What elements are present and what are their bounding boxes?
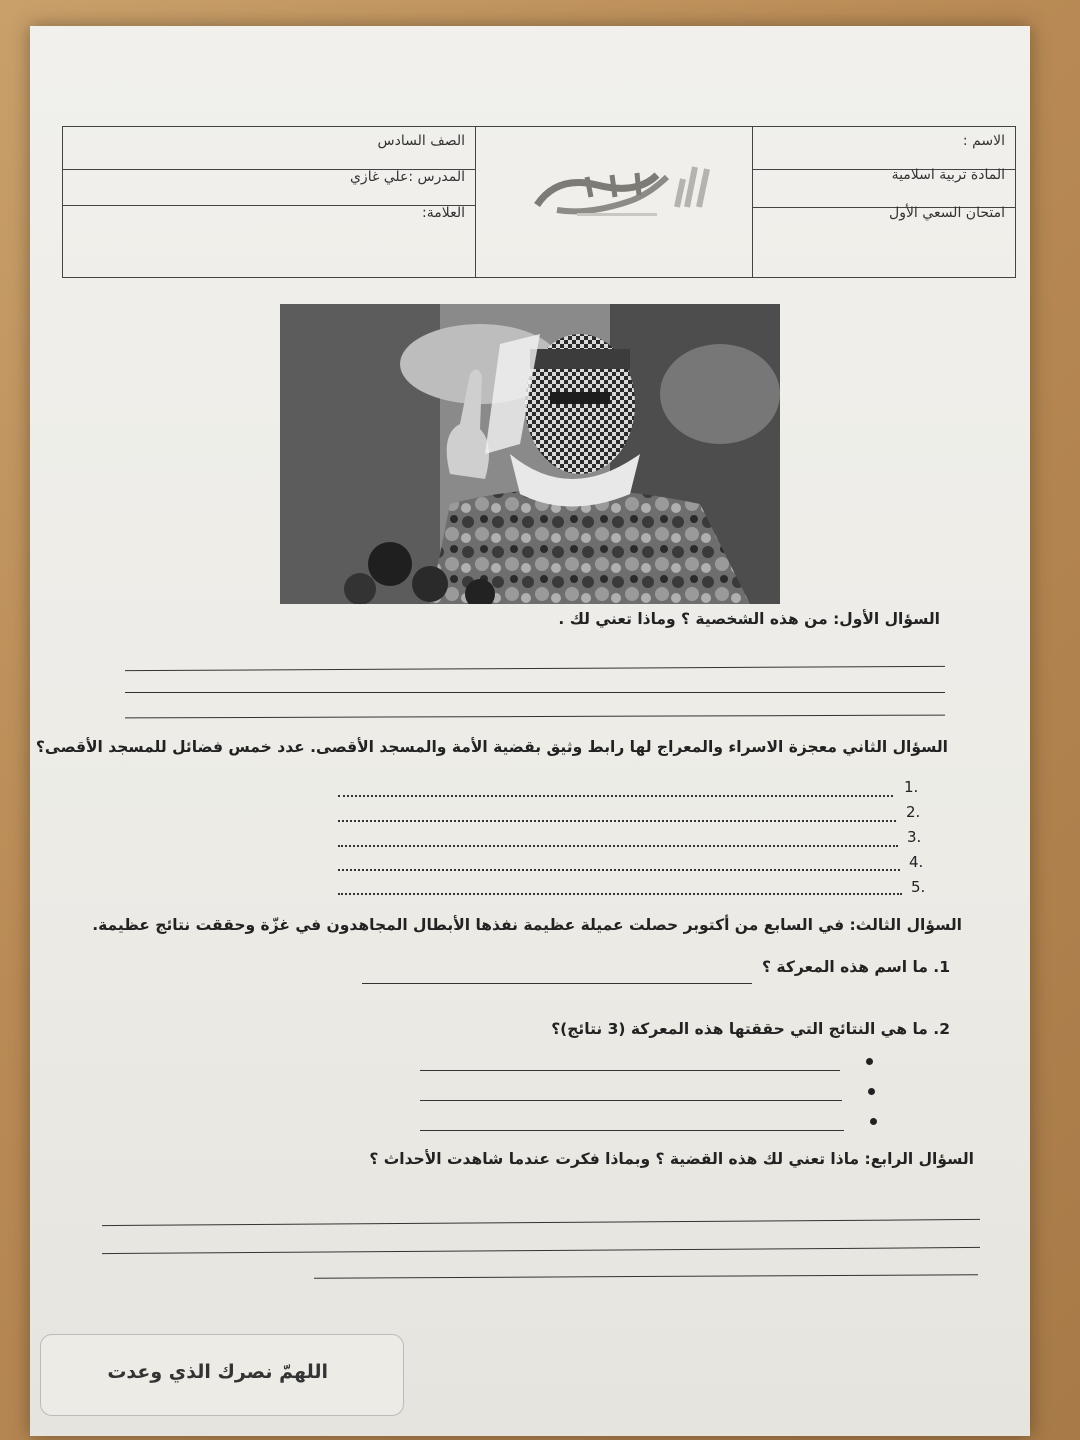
list-number: 5. <box>911 878 926 896</box>
footer-box <box>40 1334 404 1416</box>
teacher-label: المدرس :علي غازي <box>63 163 475 206</box>
question-2: السؤال الثاني معجزة الاسراء والمعراج لها رابط وثيق بقضية الأمة والمسجد الأقصى. عدد خمس فضائل للمسجد الأقصى؟ <box>35 738 948 756</box>
dotted-answer-line <box>338 893 902 895</box>
list-number: 1. <box>904 778 919 796</box>
bullet-icon <box>866 1058 873 1065</box>
header-logo-cell <box>477 127 753 277</box>
question-4: السؤال الرابع: ماذا تعني لك هذه القضية ؟ وبماذا فكرت عندما شاهدت الأحداث ؟ <box>369 1150 974 1168</box>
exam-title: امتحان السعي الأول <box>889 205 1005 221</box>
question-3-sub-1: 1. ما اسم هذه المعركة ؟ <box>762 958 950 976</box>
answer-line <box>102 1247 980 1254</box>
header-table <box>62 126 1016 278</box>
name-field: الاسم : <box>753 127 1015 170</box>
answer-line <box>125 715 945 719</box>
bullet-icon <box>868 1088 875 1095</box>
bullet-icon <box>870 1118 877 1125</box>
dotted-answer-line <box>338 820 896 822</box>
answer-line <box>362 983 752 984</box>
subject-label: المادة تربية اسلامية <box>753 159 1015 208</box>
answer-line <box>102 1219 980 1226</box>
answer-line <box>125 692 945 693</box>
dotted-answer-line <box>338 869 900 871</box>
list-number: 3. <box>907 828 922 846</box>
answer-line <box>420 1100 842 1101</box>
dotted-answer-line <box>338 795 893 797</box>
question-3-sub-2: 2. ما هي النتائج التي حققتها هذه المعركة (3 نتائج)؟ <box>551 1020 950 1038</box>
answer-line <box>420 1070 840 1071</box>
question-1: السؤال الأول: من هذه الشخصية ؟ وماذا تعني لك . <box>558 610 940 628</box>
answer-line <box>314 1274 978 1278</box>
header-left-column <box>63 127 476 277</box>
list-number: 2. <box>906 803 921 821</box>
school-logo-icon <box>517 155 717 225</box>
answer-line <box>125 666 945 671</box>
header-right-column <box>752 127 1015 277</box>
answer-line <box>420 1130 844 1131</box>
dotted-answer-line <box>338 845 898 847</box>
list-number: 4. <box>909 853 924 871</box>
question-3: السؤال الثالث: في السابع من أكتوبر حصلت عميلة عظيمة نفذها الأبطال المجاهدون في غزّة وحققت نتائج عظيمة. <box>92 916 962 934</box>
grade-label: الصف السادس <box>63 127 475 170</box>
masked-person-photo <box>280 304 780 604</box>
exam-paper <box>30 26 1030 1436</box>
mark-field: العلامة: <box>422 205 465 221</box>
footer-prayer: اللهمّ نصرك الذي وعدت <box>107 1361 328 1383</box>
